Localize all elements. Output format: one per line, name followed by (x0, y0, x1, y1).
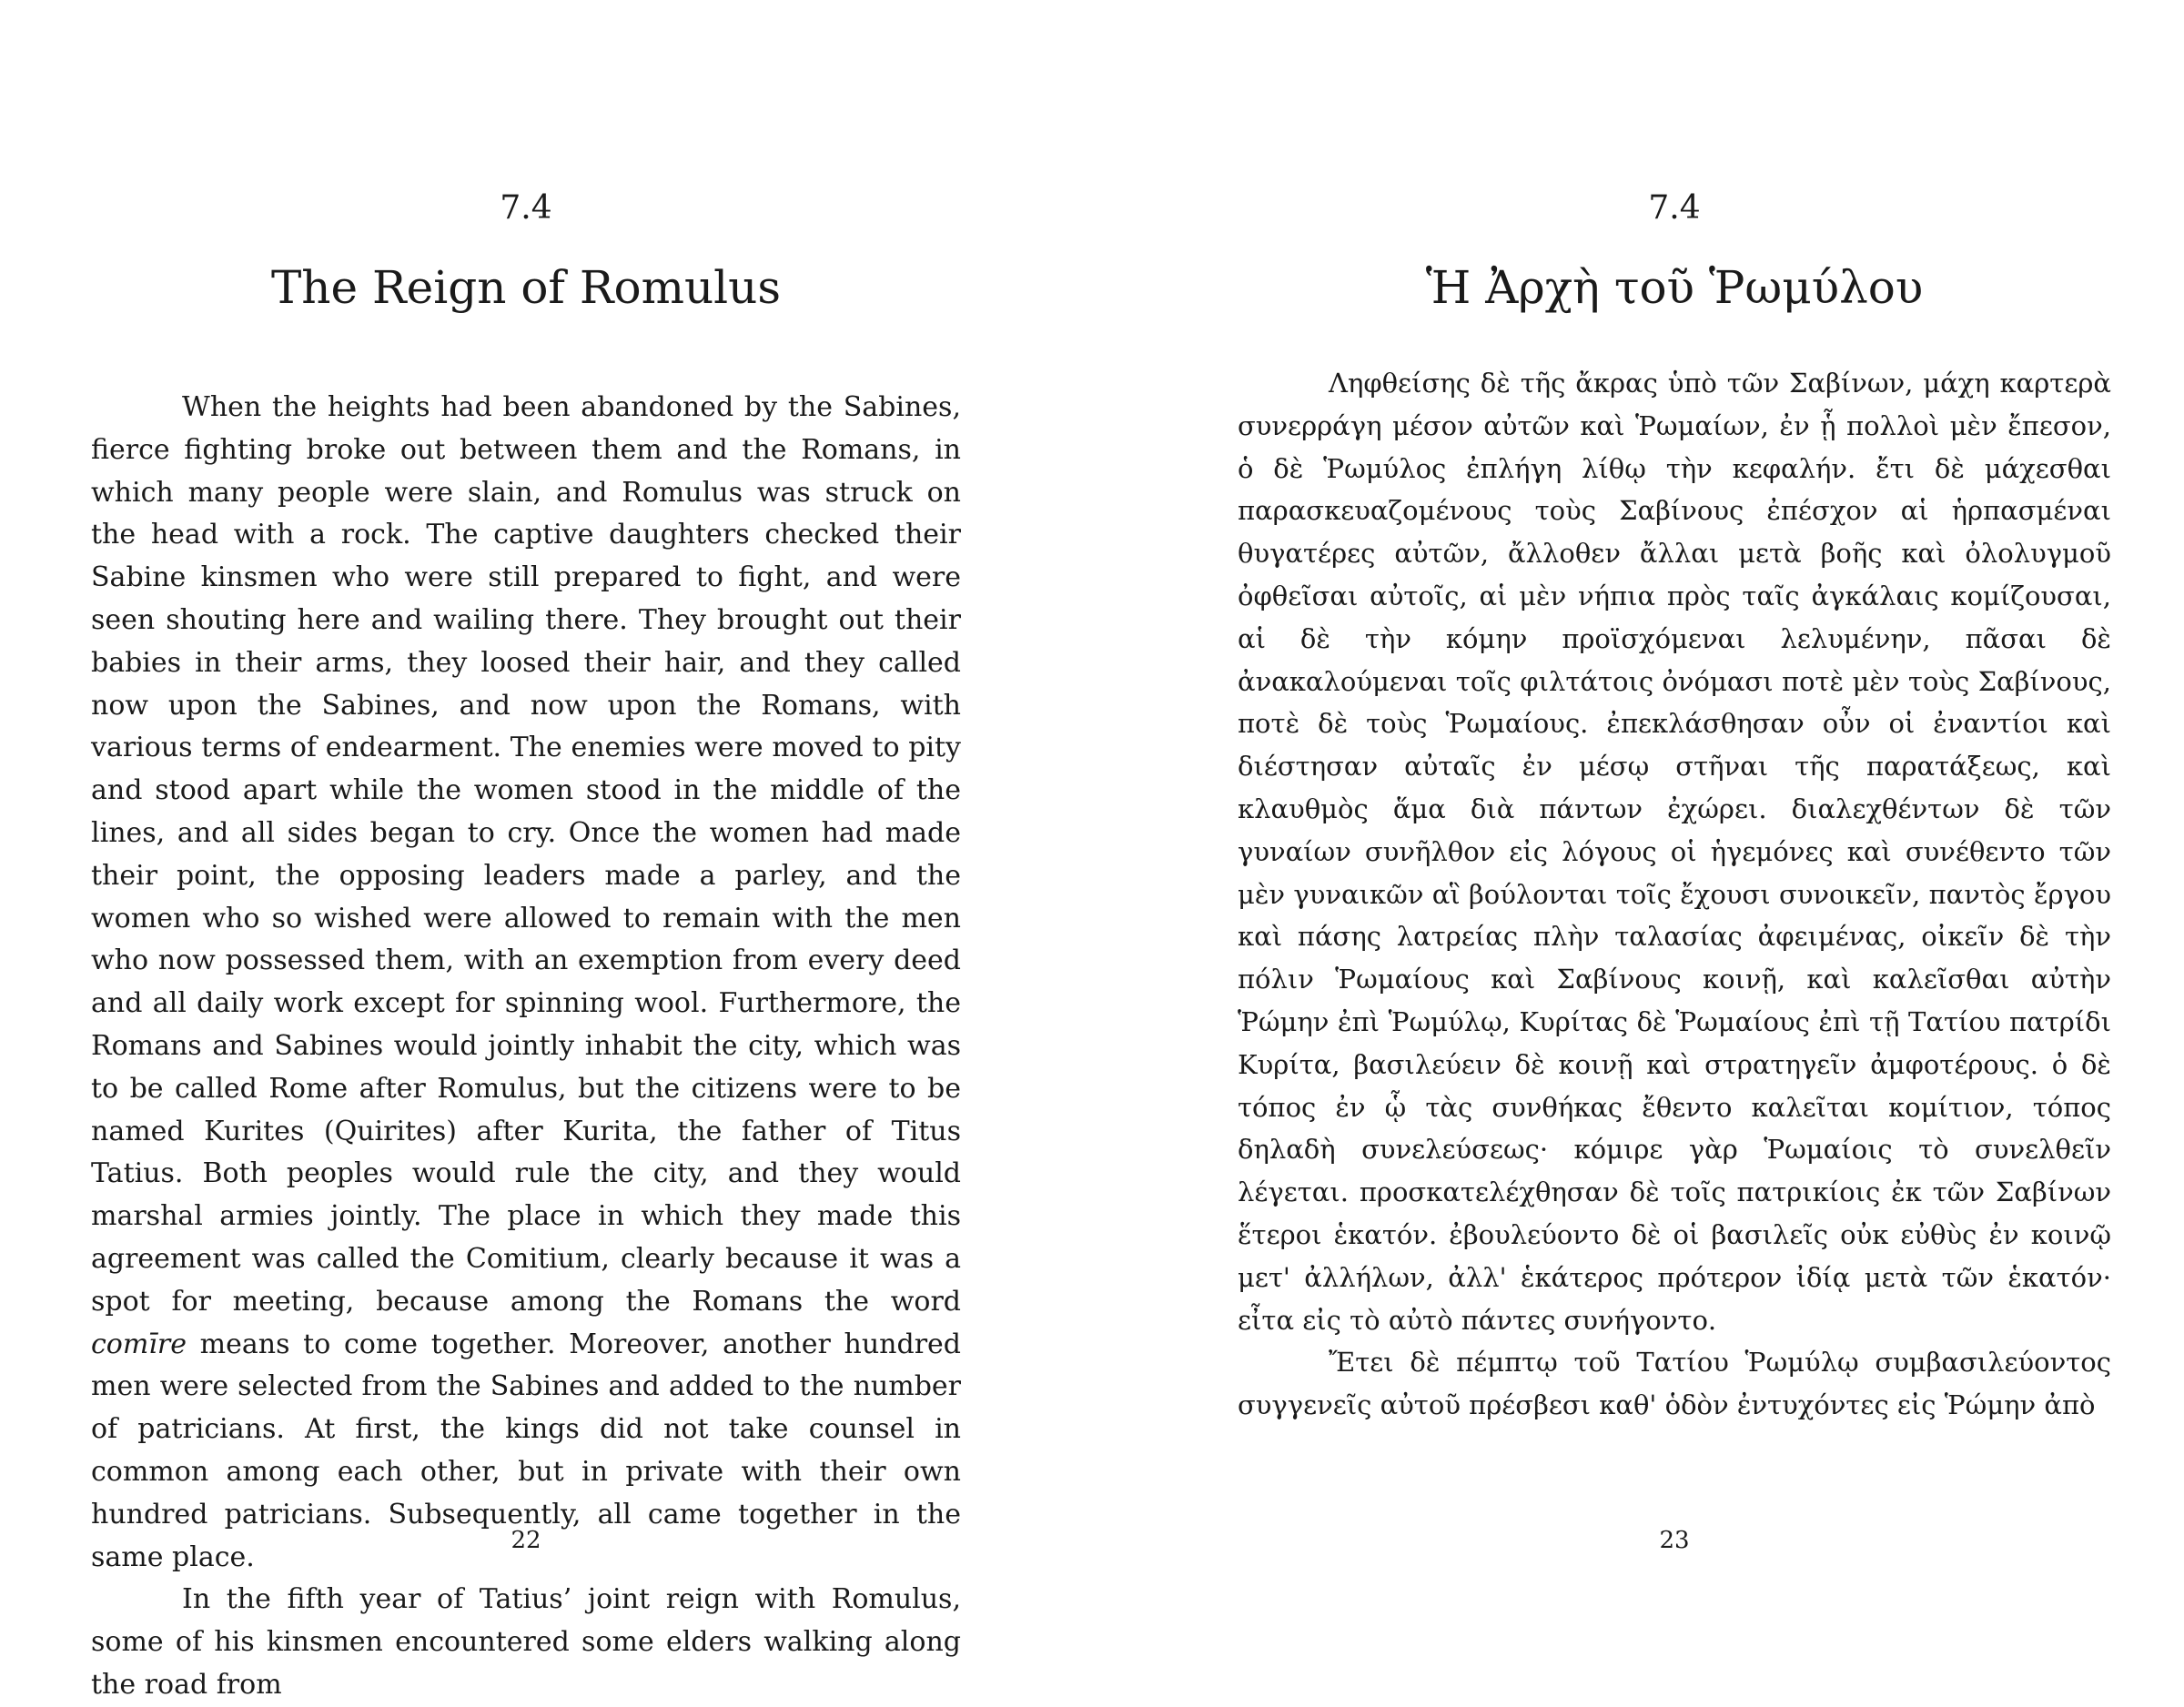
page-number: 22 (511, 1527, 541, 1554)
paragraph: In the fifth year of Tatius’ joint reign with Romulus, some of his kinsmen encountered some elders walking along the road from (91, 1583, 961, 1701)
paragraph: Ἔτει δὲ πέμπτῳ τοῦ Τατίου Ῥωμύλῳ συμβασιλεύοντος συγγενεῖς αὐτοῦ πρέσβεσι καθ' ὁδὸν ἐντυχόντες εἰς Ῥώμην ἀπὸ (1238, 1347, 2111, 1421)
latin-term: comīre (91, 1328, 187, 1360)
paragraph: Ληφθείσης δὲ τῆς ἄκρας ὑπὸ τῶν Σαβίνων, μάχη καρτερὰ συνερράγη μέσον αὐτῶν καὶ Ῥωμαίων, ἐν ᾗ πολλοὶ μὲν ἔπεσον, ὁ δὲ Ῥωμύλος ἐπλήγη λίθῳ τὴν κεφαλήν. ἔτι δὲ μάχεσθαι παρασκευαζομένους τοὺς Σαβίνους ἐπέσχον αἱ ἡρπασμέναι θυγατέρες αὐτῶν, ἄλλοθεν ἄλλαι μετὰ βοῆς καὶ ὀλολυγμοῦ ὀφθεῖσαι αὐτοῖς, αἱ μὲν νήπια πρὸς ταῖς ἀγκάλαις κομίζουσαι, αἱ δὲ τὴν κόμην προϊσχόμεναι λελυμένην, πᾶσαι δὲ ἀνακαλούμεναι τοῖς φιλτάτοις ὀνόμασι ποτὲ μὲν τοὺς Σαβίνους, ποτὲ δὲ τοὺς Ῥωμαίους. ἐπεκλάσθησαν οὖν οἱ ἐναντίοι καὶ διέστησαν αὐταῖς ἐν μέσῳ στῆναι τῆς παρατάξεως, καὶ κλαυθμὸς ἅμα διὰ πάντων ἐχώρει. διαλεχθέντων δὲ τῶν γυναίων συνῆλθον εἰς λόγους οἱ ἡγεμόνες καὶ συνέθεντο τῶν μὲν γυναικῶν αἳ βούλονται τοῖς ἔχουσι συνοικεῖν, παντὸς ἔργου καὶ πάσης λατρείας πλὴν ταλασίας ἀφειμένας, οἰκεῖν δὲ τὴν πόλιν Ῥωμαίους καὶ Σαβίνους κοινῇ, καὶ καλεῖσθαι αὐτὴν Ῥώμην ἐπὶ Ῥωμύλῳ, Κυρίτας δὲ Ῥωμαίους ἐπὶ τῇ Τατίου πατρίδι Κυρίτα, βασιλεύειν δὲ κοινῇ καὶ στρατηγεῖν ἀμφοτέρους. ὁ δὲ τόπος ἐν ᾧ τὰς συνθήκας ἔθεντο καλεῖται κομίτιον, τόπος δηλαδὴ συνελεύσεως· κόμιρε γὰρ Ῥωμαίοις τὸ συνελθεῖν λέγεται. προσκατελέχθησαν δὲ τοῖς πατρικίοις ἐκ τῶν Σαβίνων ἕτεροι ἑκατόν. ἐβουλεύοντο δὲ οἱ βασιλεῖς οὐκ εὐθὺς ἐν κοινῷ μετ' ἀλλήλων, ἀλλ' ἑκάτερος πρότερον ἰδίᾳ μετὰ τῶν ἑκατόν· εἶτα εἰς τὸ αὐτὸ πάντες συνήγοντο. (1238, 368, 2111, 1336)
page-title: The Reign of Romulus (270, 261, 782, 314)
section-number: 7.4 (500, 189, 552, 227)
body-text (91, 387, 961, 1707)
page-number: 23 (1659, 1527, 1690, 1554)
left-page (91, 0, 961, 1701)
section-number: 7.4 (1648, 189, 1701, 227)
body-text (1238, 362, 2111, 1427)
paragraph-text: When the heights had been abandoned by the Sabines, fierce fighting broke out between them and the Romans, in which many people were slain, and Romulus was struck on the head with a rock. The captive daughters checked their Sabine kinsmen who were still prepared to fight, and were seen shouting here and wailing there. They brought out their babies in their arms, they loosed their hair, and they called now upon the Sabines, and now upon the Romans, with various terms of endearment. The enemies were moved to pity and stood apart while the women stood in the middle of the lines, and all sides began to cry. Once the women had made their point, the opposing leaders made a parley, and the women who so wished were allowed to remain with the men who now possessed them, with an exemption from every deed and all daily work except for spinning wool. Furthermore, the Romans and Sabines would jointly inhabit the city, which was to be called Rome after Romulus, but the citizens were to be named Kurites (Quirites) after Kurita, the father of Titus Tatius. Both peoples would rule the city, and they would marshal armies jointly. The place in which they made this agreement was called the Comitium, clearly because it was a spot for meeting, because among the Romans the word (91, 391, 961, 1318)
page-title: Ἡ Ἀρχὴ τοῦ Ῥωμύλου (1425, 261, 1924, 314)
paragraph (91, 387, 961, 1579)
paragraph-text: means to come together. Moreover, another hundred men were selected from the Sabines and added to the number of patricians. At first, the kings did not take counsel in common among each other, but in private with their own hundred patricians. Subsequently, all came together in the same place. (91, 1328, 961, 1573)
right-page (1238, 0, 2111, 1638)
